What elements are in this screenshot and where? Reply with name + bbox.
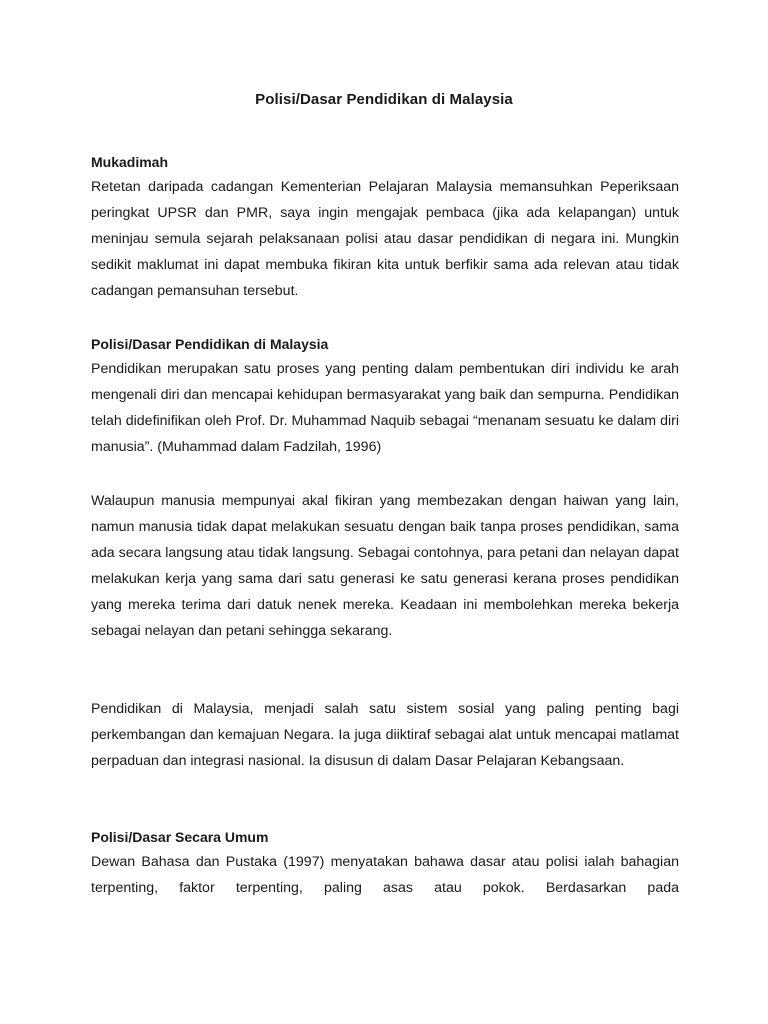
- section-heading: Polisi/Dasar Secara Umum: [91, 829, 269, 845]
- paragraph-walaupun: [91, 488, 679, 644]
- section-heading: Polisi/Dasar Pendidikan di Malaysia: [91, 336, 329, 352]
- section-polisi-pendidikan: [91, 334, 679, 460]
- section-paragraph: Pendidikan di Malaysia, menjadi salah satu sistem sosial yang paling penting bagi perkembangan dan kemajuan Negara. Ia juga diiktiraf sebagai alat untuk mencapai matlamat perpaduan dan integrasi nasional. Ia disusun di dalam Dasar Pelajaran Kebangsaan.: [91, 701, 679, 769]
- paragraph-pendidikan-malaysia: [91, 696, 679, 774]
- section-paragraph: Walaupun manusia mempunyai akal fikiran yang membezakan dengan haiwan yang lain, namun manusia tidak dapat melakukan sesuatu dengan baik tanpa proses pendidikan, sama ada secara langsung atau tidak langsung. Sebagai contohnya, para petani dan nelayan dapat melakukan kerja yang sama dari satu generasi ke satu generasi kerana proses pendidikan yang mereka terima dari datuk nenek mereka. Keadaan ini membolehkan mereka bekerja sebagai nelayan dan petani sehingga sekarang.: [91, 493, 679, 639]
- section-paragraph: Dewan Bahasa dan Pustaka (1997) menyatakan bahawa dasar atau polisi ialah bahagian terpenting, faktor terpenting, paling asas atau pokok. Berdasarkan pada: [91, 854, 679, 896]
- document-title: Polisi/Dasar Pendidikan di Malaysia: [255, 91, 513, 108]
- section-polisi-umum: [91, 827, 679, 901]
- section-heading: Mukadimah: [91, 154, 169, 170]
- section-paragraph: Pendidikan merupakan satu proses yang penting dalam pembentukan diri individu ke arah mengenali diri dan mencapai kehidupan bermasyarakat yang baik dan sempurna. Pendidikan telah didefinifikan oleh Prof. Dr. Muhammad Naquib sebagai “menanam sesuatu ke dalam diri manusia”. (Muhammad dalam Fadzilah, 1996): [91, 361, 679, 455]
- section-paragraph: Retetan daripada cadangan Kementerian Pelajaran Malaysia memansuhkan Peperiksaan peringkat UPSR dan PMR, saya ingin mengajak pembaca (jika ada kelapangan) untuk meninjau semula sejarah pelaksanaan polisi atau dasar pendidikan di negara ini. Mungkin sedikit maklumat ini dapat membuka fikiran kita untuk berfikir sama ada relevan atau tidak cadangan pemansuhan tersebut.: [91, 179, 679, 299]
- section-mukadimah: [91, 152, 679, 304]
